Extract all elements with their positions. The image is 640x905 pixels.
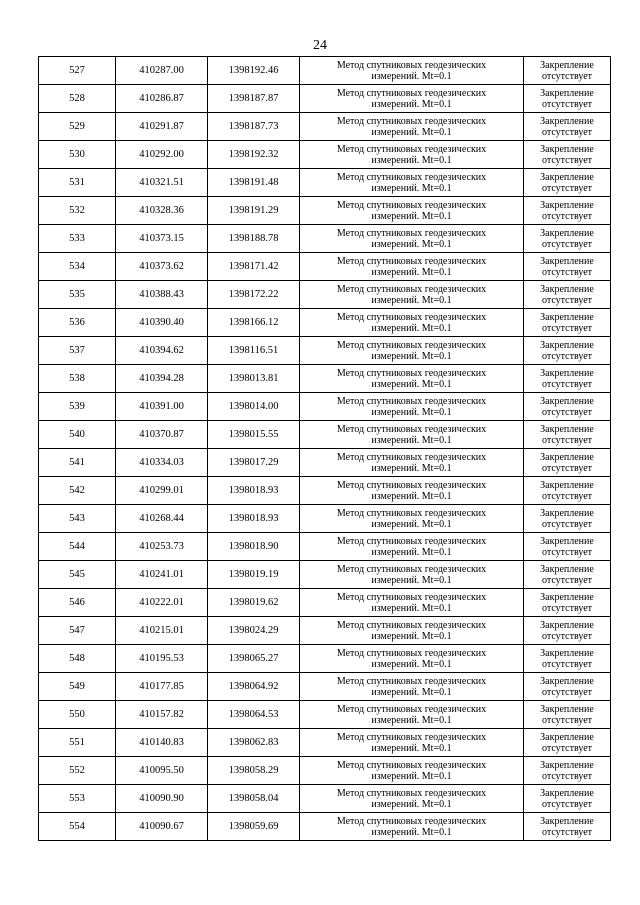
method-text-line1: Метод спутниковых геодезических bbox=[336, 759, 487, 771]
x-coordinate-cell: 410286.87 bbox=[116, 85, 208, 113]
fixing-cell bbox=[524, 561, 611, 589]
point-number-cell: 552 bbox=[39, 757, 116, 785]
x-coordinate-cell: 410299.01 bbox=[116, 477, 208, 505]
method-text-line2: измерений. Mt=0.1 bbox=[371, 322, 452, 334]
table-row bbox=[39, 757, 611, 785]
method-text-line2: измерений. Mt=0.1 bbox=[371, 658, 452, 670]
table-row bbox=[39, 197, 611, 225]
method-text-line1: Метод спутниковых геодезических bbox=[336, 451, 487, 463]
table-row bbox=[39, 421, 611, 449]
fixing-text-line1: Закрепление bbox=[540, 787, 594, 799]
method-text-line2: измерений. Mt=0.1 bbox=[371, 182, 452, 194]
fixing-cell bbox=[524, 225, 611, 253]
method-text-line2: измерений. Mt=0.1 bbox=[371, 686, 452, 698]
method-cell bbox=[300, 505, 524, 533]
y-coordinate-cell: 1398191.48 bbox=[208, 169, 300, 197]
method-text-line2: измерений. Mt=0.1 bbox=[371, 574, 452, 586]
point-number-cell: 534 bbox=[39, 253, 116, 281]
method-text-line1: Метод спутниковых геодезических bbox=[336, 479, 487, 491]
x-coordinate-cell: 410287.00 bbox=[116, 57, 208, 85]
y-coordinate-cell: 1398019.19 bbox=[208, 561, 300, 589]
fixing-text-line2: отсутствует bbox=[541, 238, 593, 250]
fixing-text-line2: отсутствует bbox=[541, 770, 593, 782]
fixing-text-line1: Закрепление bbox=[540, 171, 594, 183]
method-cell bbox=[300, 617, 524, 645]
point-number-cell: 554 bbox=[39, 813, 116, 841]
x-coordinate-cell: 410253.73 bbox=[116, 533, 208, 561]
point-number-cell: 541 bbox=[39, 449, 116, 477]
fixing-text-line1: Закрепление bbox=[540, 563, 594, 575]
fixing-text-line2: отсутствует bbox=[541, 126, 593, 138]
fixing-text-line1: Закрепление bbox=[540, 535, 594, 547]
fixing-cell bbox=[524, 785, 611, 813]
point-number-cell: 527 bbox=[39, 57, 116, 85]
point-number-cell: 539 bbox=[39, 393, 116, 421]
fixing-text-line2: отсутствует bbox=[541, 798, 593, 810]
table-row bbox=[39, 337, 611, 365]
method-text-line1: Метод спутниковых геодезических bbox=[336, 423, 487, 435]
x-coordinate-cell: 410157.82 bbox=[116, 701, 208, 729]
fixing-text-line1: Закрепление bbox=[540, 367, 594, 379]
fixing-text-line1: Закрепление bbox=[540, 759, 594, 771]
x-coordinate-cell: 410222.01 bbox=[116, 589, 208, 617]
fixing-text-line2: отсутствует bbox=[541, 154, 593, 166]
method-text-line2: измерений. Mt=0.1 bbox=[371, 490, 452, 502]
y-coordinate-cell: 1398192.32 bbox=[208, 141, 300, 169]
method-cell bbox=[300, 337, 524, 365]
method-cell bbox=[300, 85, 524, 113]
x-coordinate-cell: 410370.87 bbox=[116, 421, 208, 449]
page-number: 24 bbox=[313, 38, 327, 53]
table-row bbox=[39, 673, 611, 701]
y-coordinate-cell: 1398018.93 bbox=[208, 505, 300, 533]
table-row bbox=[39, 309, 611, 337]
table-row bbox=[39, 561, 611, 589]
point-number-cell: 542 bbox=[39, 477, 116, 505]
x-coordinate-cell: 410373.62 bbox=[116, 253, 208, 281]
x-coordinate-cell: 410394.62 bbox=[116, 337, 208, 365]
method-cell bbox=[300, 757, 524, 785]
method-text-line1: Метод спутниковых геодезических bbox=[336, 199, 487, 211]
fixing-text-line2: отсутствует bbox=[541, 490, 593, 502]
method-cell bbox=[300, 253, 524, 281]
fixing-cell bbox=[524, 449, 611, 477]
y-coordinate-cell: 1398018.90 bbox=[208, 533, 300, 561]
fixing-text-line1: Закрепление bbox=[540, 311, 594, 323]
y-coordinate-cell: 1398065.27 bbox=[208, 645, 300, 673]
method-cell bbox=[300, 477, 524, 505]
table-row bbox=[39, 701, 611, 729]
fixing-text-line2: отсутствует bbox=[541, 406, 593, 418]
fixing-cell bbox=[524, 197, 611, 225]
fixing-text-line1: Закрепление bbox=[540, 115, 594, 127]
method-text-line1: Метод спутниковых геодезических bbox=[336, 647, 487, 659]
method-text-line2: измерений. Mt=0.1 bbox=[371, 714, 452, 726]
y-coordinate-cell: 1398062.83 bbox=[208, 729, 300, 757]
method-text-line1: Метод спутниковых геодезических bbox=[336, 395, 487, 407]
method-text-line2: измерений. Mt=0.1 bbox=[371, 350, 452, 362]
fixing-text-line1: Закрепление bbox=[540, 479, 594, 491]
y-coordinate-cell: 1398058.04 bbox=[208, 785, 300, 813]
fixing-cell bbox=[524, 281, 611, 309]
method-text-line1: Метод спутниковых геодезических bbox=[336, 703, 487, 715]
fixing-text-line1: Закрепление bbox=[540, 647, 594, 659]
table-row bbox=[39, 141, 611, 169]
fixing-text-line1: Закрепление bbox=[540, 339, 594, 351]
method-cell bbox=[300, 393, 524, 421]
x-coordinate-cell: 410394.28 bbox=[116, 365, 208, 393]
table-row bbox=[39, 477, 611, 505]
fixing-text-line1: Закрепление bbox=[540, 451, 594, 463]
method-cell bbox=[300, 701, 524, 729]
fixing-text-line1: Закрепление bbox=[540, 255, 594, 267]
fixing-text-line1: Закрепление bbox=[540, 199, 594, 211]
method-text-line1: Метод спутниковых геодезических bbox=[336, 283, 487, 295]
fixing-cell bbox=[524, 169, 611, 197]
method-text-line1: Метод спутниковых геодезических bbox=[336, 675, 487, 687]
y-coordinate-cell: 1398192.46 bbox=[208, 57, 300, 85]
table-row bbox=[39, 57, 611, 85]
method-text-line2: измерений. Mt=0.1 bbox=[371, 126, 452, 138]
method-text-line2: измерений. Mt=0.1 bbox=[371, 546, 452, 558]
point-number-cell: 547 bbox=[39, 617, 116, 645]
method-text-line1: Метод спутниковых геодезических bbox=[336, 115, 487, 127]
fixing-text-line2: отсутствует bbox=[541, 602, 593, 614]
fixing-cell bbox=[524, 645, 611, 673]
fixing-text-line1: Закрепление bbox=[540, 815, 594, 827]
fixing-cell bbox=[524, 757, 611, 785]
method-text-line1: Метод спутниковых геодезических bbox=[336, 731, 487, 743]
y-coordinate-cell: 1398187.87 bbox=[208, 85, 300, 113]
y-coordinate-cell: 1398024.29 bbox=[208, 617, 300, 645]
fixing-text-line2: отсутствует bbox=[541, 378, 593, 390]
method-cell bbox=[300, 225, 524, 253]
x-coordinate-cell: 410177.85 bbox=[116, 673, 208, 701]
method-text-line2: измерений. Mt=0.1 bbox=[371, 154, 452, 166]
point-number-cell: 553 bbox=[39, 785, 116, 813]
x-coordinate-cell: 410292.00 bbox=[116, 141, 208, 169]
method-text-line2: измерений. Mt=0.1 bbox=[371, 406, 452, 418]
point-number-cell: 551 bbox=[39, 729, 116, 757]
coordinates-table bbox=[38, 56, 611, 841]
method-cell bbox=[300, 729, 524, 757]
fixing-text-line2: отсутствует bbox=[541, 98, 593, 110]
y-coordinate-cell: 1398172.22 bbox=[208, 281, 300, 309]
y-coordinate-cell: 1398019.62 bbox=[208, 589, 300, 617]
method-cell bbox=[300, 449, 524, 477]
method-cell bbox=[300, 813, 524, 841]
fixing-cell bbox=[524, 365, 611, 393]
x-coordinate-cell: 410328.36 bbox=[116, 197, 208, 225]
method-text-line1: Метод спутниковых геодезических bbox=[336, 367, 487, 379]
method-text-line2: измерений. Mt=0.1 bbox=[371, 294, 452, 306]
table-row bbox=[39, 365, 611, 393]
fixing-cell bbox=[524, 533, 611, 561]
y-coordinate-cell: 1398013.81 bbox=[208, 365, 300, 393]
x-coordinate-cell: 410268.44 bbox=[116, 505, 208, 533]
fixing-cell bbox=[524, 393, 611, 421]
point-number-cell: 538 bbox=[39, 365, 116, 393]
x-coordinate-cell: 410090.67 bbox=[116, 813, 208, 841]
method-cell bbox=[300, 785, 524, 813]
fixing-text-line2: отсутствует bbox=[541, 210, 593, 222]
method-text-line2: измерений. Mt=0.1 bbox=[371, 238, 452, 250]
fixing-cell bbox=[524, 85, 611, 113]
method-cell bbox=[300, 169, 524, 197]
method-text-line1: Метод спутниковых геодезических bbox=[336, 815, 487, 827]
fixing-text-line2: отсутствует bbox=[541, 350, 593, 362]
x-coordinate-cell: 410321.51 bbox=[116, 169, 208, 197]
method-text-line1: Метод спутниковых геодезических bbox=[336, 563, 487, 575]
method-cell bbox=[300, 57, 524, 85]
table-row bbox=[39, 449, 611, 477]
fixing-cell bbox=[524, 337, 611, 365]
fixing-text-line2: отсутствует bbox=[541, 434, 593, 446]
method-cell bbox=[300, 365, 524, 393]
point-number-cell: 537 bbox=[39, 337, 116, 365]
fixing-text-line1: Закрепление bbox=[540, 59, 594, 71]
point-number-cell: 536 bbox=[39, 309, 116, 337]
x-coordinate-cell: 410241.01 bbox=[116, 561, 208, 589]
method-text-line1: Метод спутниковых геодезических bbox=[336, 59, 487, 71]
method-text-line1: Метод спутниковых геодезических bbox=[336, 535, 487, 547]
table-row bbox=[39, 85, 611, 113]
fixing-text-line1: Закрепление bbox=[540, 227, 594, 239]
y-coordinate-cell: 1398166.12 bbox=[208, 309, 300, 337]
fixing-text-line2: отсутствует bbox=[541, 462, 593, 474]
table-row bbox=[39, 253, 611, 281]
fixing-text-line2: отсутствует bbox=[541, 266, 593, 278]
fixing-text-line2: отсутствует bbox=[541, 714, 593, 726]
y-coordinate-cell: 1398064.53 bbox=[208, 701, 300, 729]
method-text-line2: измерений. Mt=0.1 bbox=[371, 742, 452, 754]
fixing-text-line1: Закрепление bbox=[540, 731, 594, 743]
method-text-line1: Метод спутниковых геодезических bbox=[336, 255, 487, 267]
table-row bbox=[39, 589, 611, 617]
point-number-cell: 544 bbox=[39, 533, 116, 561]
table-row bbox=[39, 169, 611, 197]
fixing-text-line1: Закрепление bbox=[540, 143, 594, 155]
y-coordinate-cell: 1398014.00 bbox=[208, 393, 300, 421]
point-number-cell: 543 bbox=[39, 505, 116, 533]
table-row bbox=[39, 393, 611, 421]
method-text-line2: измерений. Mt=0.1 bbox=[371, 462, 452, 474]
table-row bbox=[39, 645, 611, 673]
table-row bbox=[39, 225, 611, 253]
x-coordinate-cell: 410334.03 bbox=[116, 449, 208, 477]
x-coordinate-cell: 410140.83 bbox=[116, 729, 208, 757]
table-row bbox=[39, 505, 611, 533]
y-coordinate-cell: 1398116.51 bbox=[208, 337, 300, 365]
point-number-cell: 528 bbox=[39, 85, 116, 113]
method-text-line2: измерений. Mt=0.1 bbox=[371, 434, 452, 446]
method-cell bbox=[300, 673, 524, 701]
fixing-text-line2: отсутствует bbox=[541, 70, 593, 82]
fixing-cell bbox=[524, 589, 611, 617]
method-text-line2: измерений. Mt=0.1 bbox=[371, 266, 452, 278]
x-coordinate-cell: 410391.00 bbox=[116, 393, 208, 421]
method-text-line2: измерений. Mt=0.1 bbox=[371, 602, 452, 614]
fixing-cell bbox=[524, 309, 611, 337]
method-cell bbox=[300, 533, 524, 561]
method-cell bbox=[300, 281, 524, 309]
method-text-line2: измерений. Mt=0.1 bbox=[371, 378, 452, 390]
method-text-line1: Метод спутниковых геодезических bbox=[336, 87, 487, 99]
point-number-cell: 529 bbox=[39, 113, 116, 141]
table-row bbox=[39, 281, 611, 309]
y-coordinate-cell: 1398015.55 bbox=[208, 421, 300, 449]
method-cell bbox=[300, 113, 524, 141]
point-number-cell: 533 bbox=[39, 225, 116, 253]
fixing-text-line1: Закрепление bbox=[540, 619, 594, 631]
fixing-text-line2: отсутствует bbox=[541, 658, 593, 670]
method-cell bbox=[300, 589, 524, 617]
fixing-cell bbox=[524, 253, 611, 281]
table-row bbox=[39, 113, 611, 141]
method-text-line2: измерений. Mt=0.1 bbox=[371, 826, 452, 838]
fixing-cell bbox=[524, 141, 611, 169]
method-text-line2: измерений. Mt=0.1 bbox=[371, 630, 452, 642]
method-text-line2: измерений. Mt=0.1 bbox=[371, 770, 452, 782]
method-text-line2: измерений. Mt=0.1 bbox=[371, 70, 452, 82]
y-coordinate-cell: 1398064.92 bbox=[208, 673, 300, 701]
fixing-text-line2: отсутствует bbox=[541, 742, 593, 754]
method-text-line1: Метод спутниковых геодезических bbox=[336, 339, 487, 351]
fixing-cell bbox=[524, 505, 611, 533]
fixing-text-line1: Закрепление bbox=[540, 423, 594, 435]
point-number-cell: 549 bbox=[39, 673, 116, 701]
method-text-line1: Метод спутниковых геодезических bbox=[336, 143, 487, 155]
fixing-text-line2: отсутствует bbox=[541, 518, 593, 530]
x-coordinate-cell: 410291.87 bbox=[116, 113, 208, 141]
y-coordinate-cell: 1398188.78 bbox=[208, 225, 300, 253]
fixing-text-line1: Закрепление bbox=[540, 675, 594, 687]
fixing-text-line2: отсутствует bbox=[541, 630, 593, 642]
method-cell bbox=[300, 561, 524, 589]
y-coordinate-cell: 1398058.29 bbox=[208, 757, 300, 785]
y-coordinate-cell: 1398171.42 bbox=[208, 253, 300, 281]
y-coordinate-cell: 1398017.29 bbox=[208, 449, 300, 477]
point-number-cell: 530 bbox=[39, 141, 116, 169]
fixing-cell bbox=[524, 57, 611, 85]
coordinates-table-body bbox=[39, 57, 611, 841]
fixing-cell bbox=[524, 421, 611, 449]
point-number-cell: 535 bbox=[39, 281, 116, 309]
point-number-cell: 546 bbox=[39, 589, 116, 617]
fixing-text-line1: Закрепление bbox=[540, 283, 594, 295]
x-coordinate-cell: 410388.43 bbox=[116, 281, 208, 309]
method-text-line1: Метод спутниковых геодезических bbox=[336, 507, 487, 519]
fixing-cell bbox=[524, 477, 611, 505]
fixing-cell bbox=[524, 617, 611, 645]
fixing-cell bbox=[524, 813, 611, 841]
fixing-text-line1: Закрепление bbox=[540, 591, 594, 603]
point-number-cell: 531 bbox=[39, 169, 116, 197]
x-coordinate-cell: 410215.01 bbox=[116, 617, 208, 645]
fixing-text-line1: Закрепление bbox=[540, 703, 594, 715]
point-number-cell: 550 bbox=[39, 701, 116, 729]
method-text-line1: Метод спутниковых геодезических bbox=[336, 787, 487, 799]
point-number-cell: 540 bbox=[39, 421, 116, 449]
fixing-text-line2: отсутствует bbox=[541, 546, 593, 558]
fixing-text-line2: отсутствует bbox=[541, 686, 593, 698]
table-row bbox=[39, 729, 611, 757]
y-coordinate-cell: 1398191.29 bbox=[208, 197, 300, 225]
method-text-line1: Метод спутниковых геодезических bbox=[336, 227, 487, 239]
method-cell bbox=[300, 309, 524, 337]
x-coordinate-cell: 410390.40 bbox=[116, 309, 208, 337]
fixing-text-line2: отсутствует bbox=[541, 182, 593, 194]
fixing-cell bbox=[524, 673, 611, 701]
method-text-line2: измерений. Mt=0.1 bbox=[371, 210, 452, 222]
method-cell bbox=[300, 645, 524, 673]
fixing-text-line1: Закрепление bbox=[540, 395, 594, 407]
method-text-line2: измерений. Mt=0.1 bbox=[371, 98, 452, 110]
fixing-text-line1: Закрепление bbox=[540, 507, 594, 519]
method-text-line1: Метод спутниковых геодезических bbox=[336, 619, 487, 631]
fixing-cell bbox=[524, 113, 611, 141]
fixing-text-line2: отсутствует bbox=[541, 294, 593, 306]
table-row bbox=[39, 813, 611, 841]
table-row bbox=[39, 617, 611, 645]
point-number-cell: 548 bbox=[39, 645, 116, 673]
point-number-cell: 545 bbox=[39, 561, 116, 589]
method-text-line2: измерений. Mt=0.1 bbox=[371, 798, 452, 810]
table-row bbox=[39, 785, 611, 813]
x-coordinate-cell: 410373.15 bbox=[116, 225, 208, 253]
fixing-cell bbox=[524, 729, 611, 757]
x-coordinate-cell: 410090.90 bbox=[116, 785, 208, 813]
method-cell bbox=[300, 197, 524, 225]
fixing-cell bbox=[524, 701, 611, 729]
method-cell bbox=[300, 141, 524, 169]
method-text-line2: измерений. Mt=0.1 bbox=[371, 518, 452, 530]
method-cell bbox=[300, 421, 524, 449]
x-coordinate-cell: 410095.50 bbox=[116, 757, 208, 785]
fixing-text-line2: отсутствует bbox=[541, 322, 593, 334]
point-number-cell: 532 bbox=[39, 197, 116, 225]
fixing-text-line2: отсутствует bbox=[541, 826, 593, 838]
fixing-text-line1: Закрепление bbox=[540, 87, 594, 99]
y-coordinate-cell: 1398018.93 bbox=[208, 477, 300, 505]
method-text-line1: Метод спутниковых геодезических bbox=[336, 591, 487, 603]
y-coordinate-cell: 1398059.69 bbox=[208, 813, 300, 841]
fixing-text-line2: отсутствует bbox=[541, 574, 593, 586]
x-coordinate-cell: 410195.53 bbox=[116, 645, 208, 673]
method-text-line1: Метод спутниковых геодезических bbox=[336, 171, 487, 183]
method-text-line1: Метод спутниковых геодезических bbox=[336, 311, 487, 323]
y-coordinate-cell: 1398187.73 bbox=[208, 113, 300, 141]
table-row bbox=[39, 533, 611, 561]
